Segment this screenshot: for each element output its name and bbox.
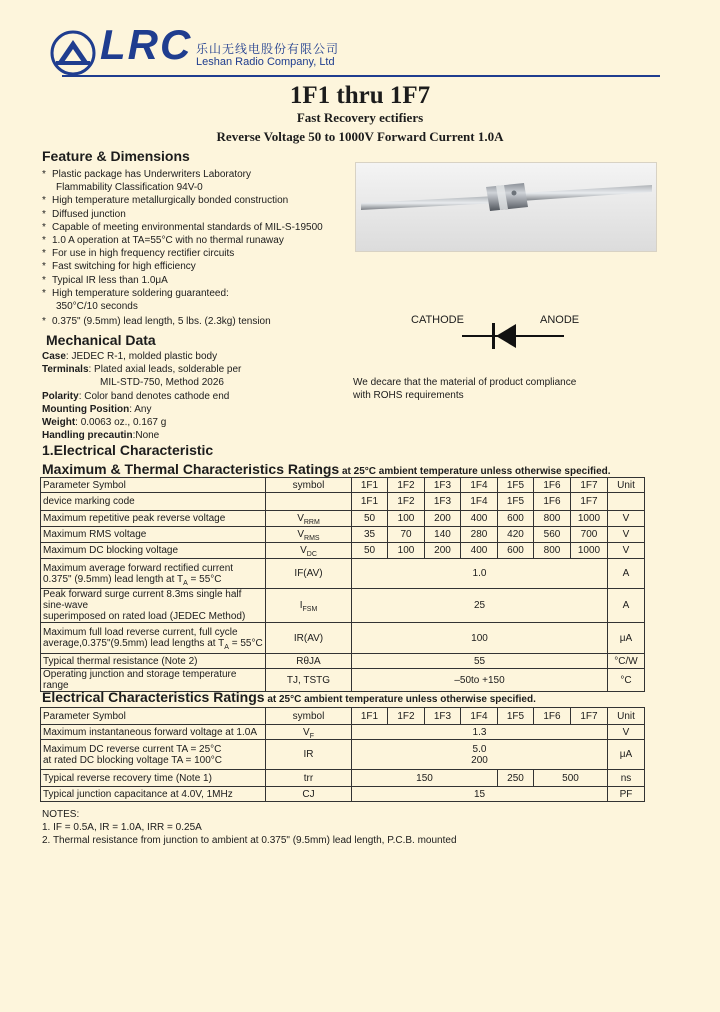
cell-param: Operating junction and storage temperature range bbox=[41, 669, 266, 692]
cell-param bbox=[41, 623, 266, 654]
cell-param: Typical thermal resistance (Note 2) bbox=[41, 654, 266, 669]
cell-symbol bbox=[266, 511, 352, 527]
cell-value: 50 bbox=[352, 511, 388, 527]
mech-polarity bbox=[42, 390, 362, 403]
cell-symbol: CJ bbox=[266, 787, 352, 802]
th-1f5: 1F5 bbox=[498, 478, 534, 493]
company-name-cn: 乐山无线电股份有限公司 bbox=[196, 42, 340, 56]
doc-subtitle: Fast Recovery ectifiers bbox=[296, 110, 424, 125]
cell-value: 600 bbox=[498, 511, 534, 527]
param-sub: A bbox=[183, 579, 188, 587]
cell-unit: μA bbox=[608, 740, 645, 770]
cell-value: 1F1 bbox=[352, 493, 388, 511]
cell-param bbox=[41, 740, 266, 770]
notes-heading: NOTES: bbox=[42, 809, 80, 820]
th-unit: Unit bbox=[608, 478, 645, 493]
feature-item: * Typical IR less than 1.0μA bbox=[42, 274, 362, 287]
table-row-marking bbox=[41, 493, 645, 511]
param-text: = 55°C bbox=[187, 573, 222, 585]
th-unit: Unit bbox=[608, 708, 645, 725]
cell-symbol: trr bbox=[266, 770, 352, 787]
mech-handling-value: :None bbox=[132, 430, 160, 442]
diode-product-photo bbox=[355, 162, 657, 252]
param-sub: A bbox=[224, 644, 229, 651]
table-header-row bbox=[41, 708, 645, 725]
cell-symbol: IR(AV) bbox=[266, 623, 352, 654]
th-1f1: 1F1 bbox=[352, 478, 388, 493]
mech-mounting bbox=[42, 403, 362, 416]
mech-weight bbox=[42, 416, 362, 429]
feature-item: * High temperature soldering guaranteed: bbox=[42, 287, 362, 300]
note-2: 2. Thermal resistance from junction to ambient at 0.375" (9.5mm) lead length, P.C.B. mounted bbox=[42, 835, 457, 846]
cell-value: 100 bbox=[388, 511, 425, 527]
mechanical-heading: Mechanical Data bbox=[46, 332, 156, 348]
symbol-sub: FSM bbox=[302, 606, 318, 613]
th-1f3: 1F3 bbox=[425, 478, 461, 493]
mech-polarity-value: : Color band denotes cathode end bbox=[78, 390, 230, 402]
cell-symbol bbox=[266, 589, 352, 623]
th-1f6: 1F6 bbox=[534, 478, 571, 493]
cell-param bbox=[41, 589, 266, 623]
anode-label: ANODE bbox=[540, 314, 580, 326]
lrc-logo-icon bbox=[50, 30, 96, 76]
th-1f7: 1F7 bbox=[571, 478, 608, 493]
th-1f2: 1F2 bbox=[388, 708, 425, 725]
cell-value: 800 bbox=[534, 511, 571, 527]
electrical-ratings-table bbox=[40, 707, 645, 802]
feature-item-cont: Flammability Classification 94V-0 bbox=[56, 182, 203, 194]
cell-param: Maximum DC blocking voltage bbox=[41, 543, 266, 559]
note-1: 1. IF = 0.5A, IR = 1.0A, IRR = 0.25A bbox=[42, 822, 202, 833]
cell-value: 420 bbox=[498, 527, 534, 543]
mech-weight-label: Weight bbox=[42, 417, 76, 429]
th-symbol: symbol bbox=[266, 478, 352, 493]
th-1f3: 1F3 bbox=[425, 708, 461, 725]
cell-param: Typical reverse recovery time (Note 1) bbox=[41, 770, 266, 787]
feature-item: * High temperature metallurgically bonded construction bbox=[42, 194, 362, 207]
table1-title bbox=[42, 461, 611, 477]
mech-case bbox=[42, 350, 362, 363]
cell-value: 400 bbox=[461, 511, 498, 527]
cell-value: 500 bbox=[534, 770, 608, 787]
feature-item: * Capable of meeting environmental standards of MIL-S-19500 bbox=[42, 221, 362, 234]
feature-item-cont: 350°C/10 seconds bbox=[56, 301, 138, 313]
cell-value: 1.3 bbox=[352, 725, 608, 740]
notes bbox=[42, 808, 682, 847]
symbol-sub: RRM bbox=[303, 519, 320, 526]
table2-title-text: Electrical Characteristics Ratings bbox=[42, 689, 265, 705]
cell-value: 560 bbox=[534, 527, 571, 543]
cell-symbol: IR bbox=[266, 740, 352, 770]
section-electrical-characteristic: 1.Electrical Characteristic bbox=[42, 442, 214, 458]
value-line: 5.0 bbox=[472, 743, 487, 755]
cell-value: 70 bbox=[388, 527, 425, 543]
cell-unit: μA bbox=[608, 623, 645, 654]
cell-value: 15 bbox=[352, 787, 608, 802]
symbol-sub: F bbox=[309, 732, 314, 740]
table1-title-note: at 25°C ambient temperature unless otherwise specified. bbox=[339, 466, 611, 477]
symbol-main: V bbox=[297, 513, 304, 524]
cell-param: device marking code bbox=[41, 493, 266, 511]
table-row-cj bbox=[41, 787, 645, 802]
cell-value: 50 bbox=[352, 543, 388, 559]
cell-value: 140 bbox=[425, 527, 461, 543]
param-text: = 55°C bbox=[228, 638, 263, 649]
symbol-sub: DC bbox=[306, 551, 317, 558]
th-1f1: 1F1 bbox=[352, 708, 388, 725]
cell-value: 1F3 bbox=[425, 493, 461, 511]
table1-title-text: Maximum & Thermal Characteristics Ratings bbox=[42, 461, 340, 477]
cell-unit: V bbox=[608, 543, 645, 559]
rohs-line-2: with ROHS requirements bbox=[353, 390, 464, 401]
th-symbol: symbol bbox=[266, 708, 352, 725]
th-parameter: Parameter Symbol bbox=[41, 708, 266, 725]
cell-unit: PF bbox=[608, 787, 645, 802]
cell-value: 400 bbox=[461, 543, 498, 559]
feature-item: * 1.0 A operation at TA=55°C with no thermal runaway bbox=[42, 234, 362, 247]
symbol-main: I bbox=[299, 600, 303, 611]
table2-title bbox=[42, 689, 536, 705]
mech-weight-value: : 0.0063 oz., 0.167 g bbox=[75, 417, 167, 429]
cell-value: 150 bbox=[352, 770, 498, 787]
table-row-vrrm bbox=[41, 511, 645, 527]
table-row-irav bbox=[41, 623, 645, 654]
cell-value: 35 bbox=[352, 527, 388, 543]
cell-symbol bbox=[266, 543, 352, 559]
param-line bbox=[43, 574, 263, 585]
features-heading: Feature & Dimensions bbox=[42, 148, 190, 164]
cell-value: –50to +150 bbox=[352, 669, 608, 692]
cell-unit: V bbox=[608, 527, 645, 543]
mechanical-list bbox=[42, 350, 362, 442]
cell-value: 1F6 bbox=[534, 493, 571, 511]
max-thermal-ratings-table bbox=[40, 477, 645, 692]
cell-param: Typical junction capacitance at 4.0V, 1MHz bbox=[41, 787, 266, 802]
cell-unit bbox=[608, 493, 645, 511]
cell-value: 1F7 bbox=[571, 493, 608, 511]
th-1f6: 1F6 bbox=[534, 708, 571, 725]
cell-value: 100 bbox=[388, 543, 425, 559]
rohs-compliance bbox=[353, 376, 673, 402]
cell-value: 1.0 bbox=[352, 559, 608, 589]
feature-item: * Fast switching for high efficiency bbox=[42, 260, 362, 273]
mech-polarity-label: Polarity bbox=[42, 390, 79, 402]
param-line: Maximum full load reverse current, full cycle bbox=[43, 627, 238, 638]
param-line: superimposed on rated load (JEDEC Method) bbox=[43, 611, 246, 622]
symbol-main: V bbox=[297, 529, 305, 540]
cell-value: 200 bbox=[425, 511, 461, 527]
table-row-ifsm bbox=[41, 589, 645, 623]
cell-value: 800 bbox=[534, 543, 571, 559]
cell-symbol bbox=[266, 493, 352, 511]
mech-handling-label: Handling precautin bbox=[42, 430, 133, 442]
feature-item: * 0.375" (9.5mm) lead length, 5 lbs. (2.3kg) tension bbox=[42, 315, 362, 328]
th-1f4: 1F4 bbox=[461, 708, 498, 725]
table-row-vf bbox=[41, 725, 645, 740]
param-line: Peak forward surge current 8.3ms single half sine-wave bbox=[43, 589, 242, 611]
mech-mounting-label: Mounting Position bbox=[42, 403, 130, 415]
doc-subtitle-ratings: Reverse Voltage 50 to 1000V Forward Current 1.0A bbox=[216, 129, 504, 144]
feature-item: * Plastic package has Underwriters Laboratory bbox=[42, 168, 362, 181]
param-line: Maximum DC reverse current TA = 25°C bbox=[43, 743, 222, 755]
cell-symbol bbox=[266, 725, 352, 740]
cell-symbol: IF(AV) bbox=[266, 559, 352, 589]
cell-value: 1F5 bbox=[498, 493, 534, 511]
symbol-sub: RMS bbox=[304, 535, 320, 542]
table-row-ifav bbox=[41, 559, 645, 589]
param-text: average,0.375"(9.5mm) lead lengths at T bbox=[43, 638, 225, 649]
param-line: at rated DC blocking voltage TA = 100°C bbox=[43, 754, 223, 766]
cell-symbol bbox=[266, 527, 352, 543]
feature-item: * Diffused junction bbox=[42, 208, 362, 221]
features-list bbox=[42, 168, 362, 328]
param-line bbox=[43, 638, 263, 649]
mech-handling bbox=[42, 429, 362, 442]
cell-unit: A bbox=[608, 559, 645, 589]
th-parameter: Parameter Symbol bbox=[41, 478, 266, 493]
cell-value: 55 bbox=[352, 654, 608, 669]
table2-title-note: at 25°C ambient temperature unless otherwise specified. bbox=[264, 694, 536, 705]
logo-text: LRC bbox=[100, 21, 193, 68]
symbol-main: V bbox=[300, 545, 307, 556]
cell-unit: V bbox=[608, 725, 645, 740]
mech-terminals bbox=[42, 363, 362, 376]
table-row-vrms bbox=[41, 527, 645, 543]
cell-value: 600 bbox=[498, 543, 534, 559]
cell-value: 1000 bbox=[571, 511, 608, 527]
cell-param: Maximum instantaneous forward voltage at 1.0A bbox=[41, 725, 266, 740]
cell-value: 1000 bbox=[571, 543, 608, 559]
cell-value: 700 bbox=[571, 527, 608, 543]
doc-title: 1F1 thru 1F7 bbox=[289, 82, 431, 109]
param-text: 0.375" (9.5mm) lead length at T bbox=[43, 573, 184, 585]
feature-item: * For use in high frequency rectifier circuits bbox=[42, 247, 362, 260]
cell-unit: V bbox=[608, 511, 645, 527]
cell-value bbox=[352, 740, 608, 770]
mech-case-value: : JEDEC R-1, molded plastic body bbox=[65, 351, 218, 362]
table-row-vdc bbox=[41, 543, 645, 559]
cell-unit: ns bbox=[608, 770, 645, 787]
table-row-rth bbox=[41, 654, 645, 669]
diode-symbol-icon bbox=[458, 318, 568, 354]
company-name-en: Leshan Radio Company, Ltd bbox=[196, 56, 335, 68]
rohs-line-1: We decare that the material of product compliance bbox=[353, 377, 577, 388]
table-row-ir bbox=[41, 740, 645, 770]
mech-terminals-value: : Plated axial leads, solderable per bbox=[88, 364, 242, 376]
cell-param: Maximum RMS voltage bbox=[41, 527, 266, 543]
symbol-main: V bbox=[303, 726, 310, 738]
header-rule bbox=[62, 75, 660, 77]
th-1f7: 1F7 bbox=[571, 708, 608, 725]
cell-unit: °C/W bbox=[608, 654, 645, 669]
th-1f5: 1F5 bbox=[498, 708, 534, 725]
cell-value: 25 bbox=[352, 589, 608, 623]
cell-symbol: RθJA bbox=[266, 654, 352, 669]
cell-value: 280 bbox=[461, 527, 498, 543]
th-1f2: 1F2 bbox=[388, 478, 425, 493]
value-line: 200 bbox=[471, 754, 488, 766]
cell-param: Maximum repetitive peak reverse voltage bbox=[41, 511, 266, 527]
mech-terminals-label: Terminals bbox=[42, 364, 89, 376]
mech-mounting-value: : Any bbox=[129, 403, 152, 415]
th-1f4: 1F4 bbox=[461, 478, 498, 493]
mech-case-label: Case bbox=[42, 351, 66, 362]
param-line: Maximum average forward rectified current bbox=[43, 562, 234, 574]
cell-value: 250 bbox=[498, 770, 534, 787]
cell-symbol: TJ, TSTG bbox=[266, 669, 352, 692]
table-row-trr bbox=[41, 770, 645, 787]
cathode-label: CATHODE bbox=[411, 314, 464, 326]
cell-value: 200 bbox=[425, 543, 461, 559]
cell-param bbox=[41, 559, 266, 589]
mech-terminals-cont: MIL-STD-750, Method 2026 bbox=[100, 377, 224, 389]
cell-unit: A bbox=[608, 589, 645, 623]
cell-value: 1F4 bbox=[461, 493, 498, 511]
cell-value: 100 bbox=[352, 623, 608, 654]
table-header-row bbox=[41, 478, 645, 493]
cell-value: 1F2 bbox=[388, 493, 425, 511]
cell-unit: °C bbox=[608, 669, 645, 692]
